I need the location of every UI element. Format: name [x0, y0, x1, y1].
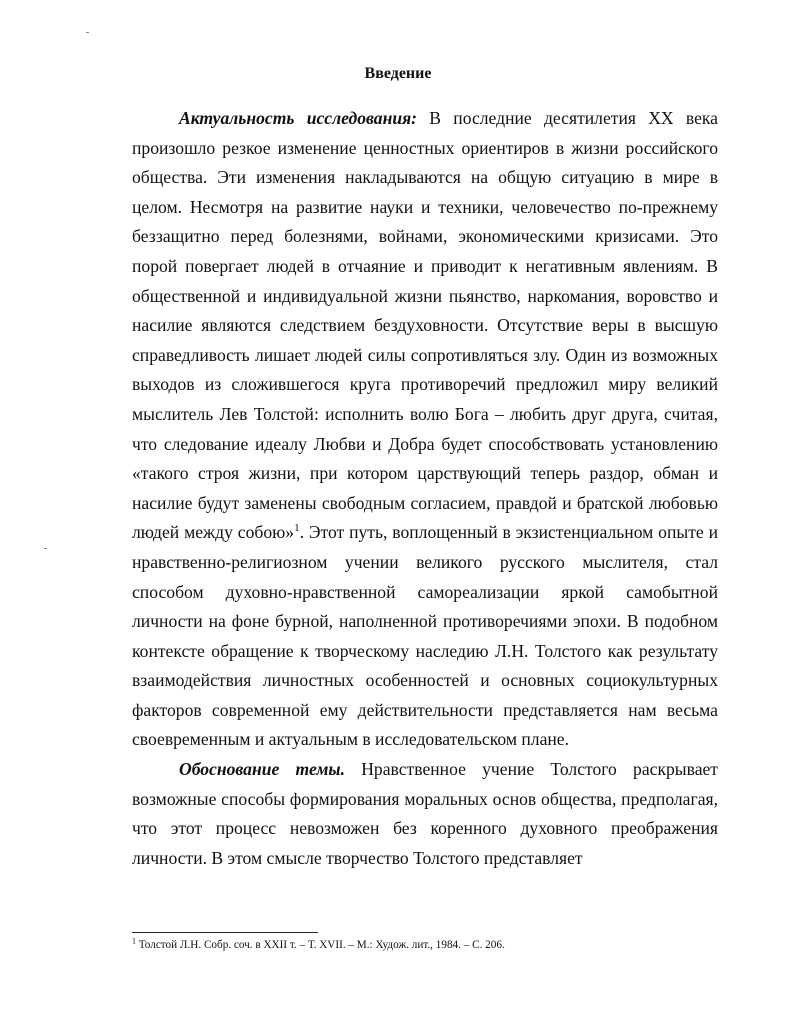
paragraph-lead: Обоснование темы.	[179, 759, 346, 780]
footnote-reference[interactable]: 1	[294, 522, 300, 535]
scan-speck	[44, 548, 47, 549]
paragraph-lead: Актуальность исследования:	[179, 108, 418, 128]
paragraph-rationale	[132, 755, 718, 873]
paragraph-text: В последние десятилетия XX века произошло резкое изменение ценностных ориентиров в жизни российского общества. Эти изменения накладываются на общую ситуацию в мире в целом. Несмотря на развитие науки и техники, человечество по-прежнему беззащитно перед болезнями, войнами, экономическими кризисами. Это порой повергает людей в отчаяние и приводит к негативным явлениям. В общественной и индивидуальной жизни пьянство, наркомания, воровство и насилие являются следствием бездуховности. Отсутствие веры в высшую справедливость лишает людей силы сопротивляться злу. Один из возможных выходов из сложившегося круга противоречий предложил миру великий мыслитель Лев Толстой: исполнить волю Бога – любить друг друга, считая, что следование идеалу Любви и Добра будет способствовать установлению «такого строя жизни, при котором царствующий теперь раздор, обман и насилие будут заменены свободным согласием, правдой и братской любовью людей между собою»	[132, 108, 718, 543]
footnote	[132, 937, 718, 953]
footnote-text: Толстой Л.Н. Собр. соч. в XXII т. – Т. XVII. – М.: Худож. лит., 1984. – С. 206.	[136, 939, 505, 951]
page-title: Введение	[364, 65, 432, 82]
paragraph-text: . Этот путь, воплощенный в экзистенциальном опыте и нравственно-религиозном учении великого русского мыслителя, стал способом духовно-нравственной самореализации яркой самобытной личности на фоне бурной, наполненной противоречиями эпохи. В подобном контексте обращение к творческому наследию Л.Н. Толстого как результату взаимодействия личностных особенностей и основных социокультурных факторов современной ему действительности представляется нам весьма своевременным и актуальным в исследовательском плане.	[132, 522, 718, 750]
paragraph-relevance	[132, 104, 718, 755]
footnote-separator	[132, 932, 318, 933]
body-text	[132, 104, 718, 873]
paragraph-text: Нравственное учение Толстого раскрывает возможные способы формирования моральных основ общества, предполагая, что этот процесс невозможен без коренного духовного преображения личности. В этом смысле творчество Толстого представляет	[132, 759, 718, 868]
scan-speck	[86, 32, 89, 33]
footnote-mark: 1	[132, 936, 136, 946]
